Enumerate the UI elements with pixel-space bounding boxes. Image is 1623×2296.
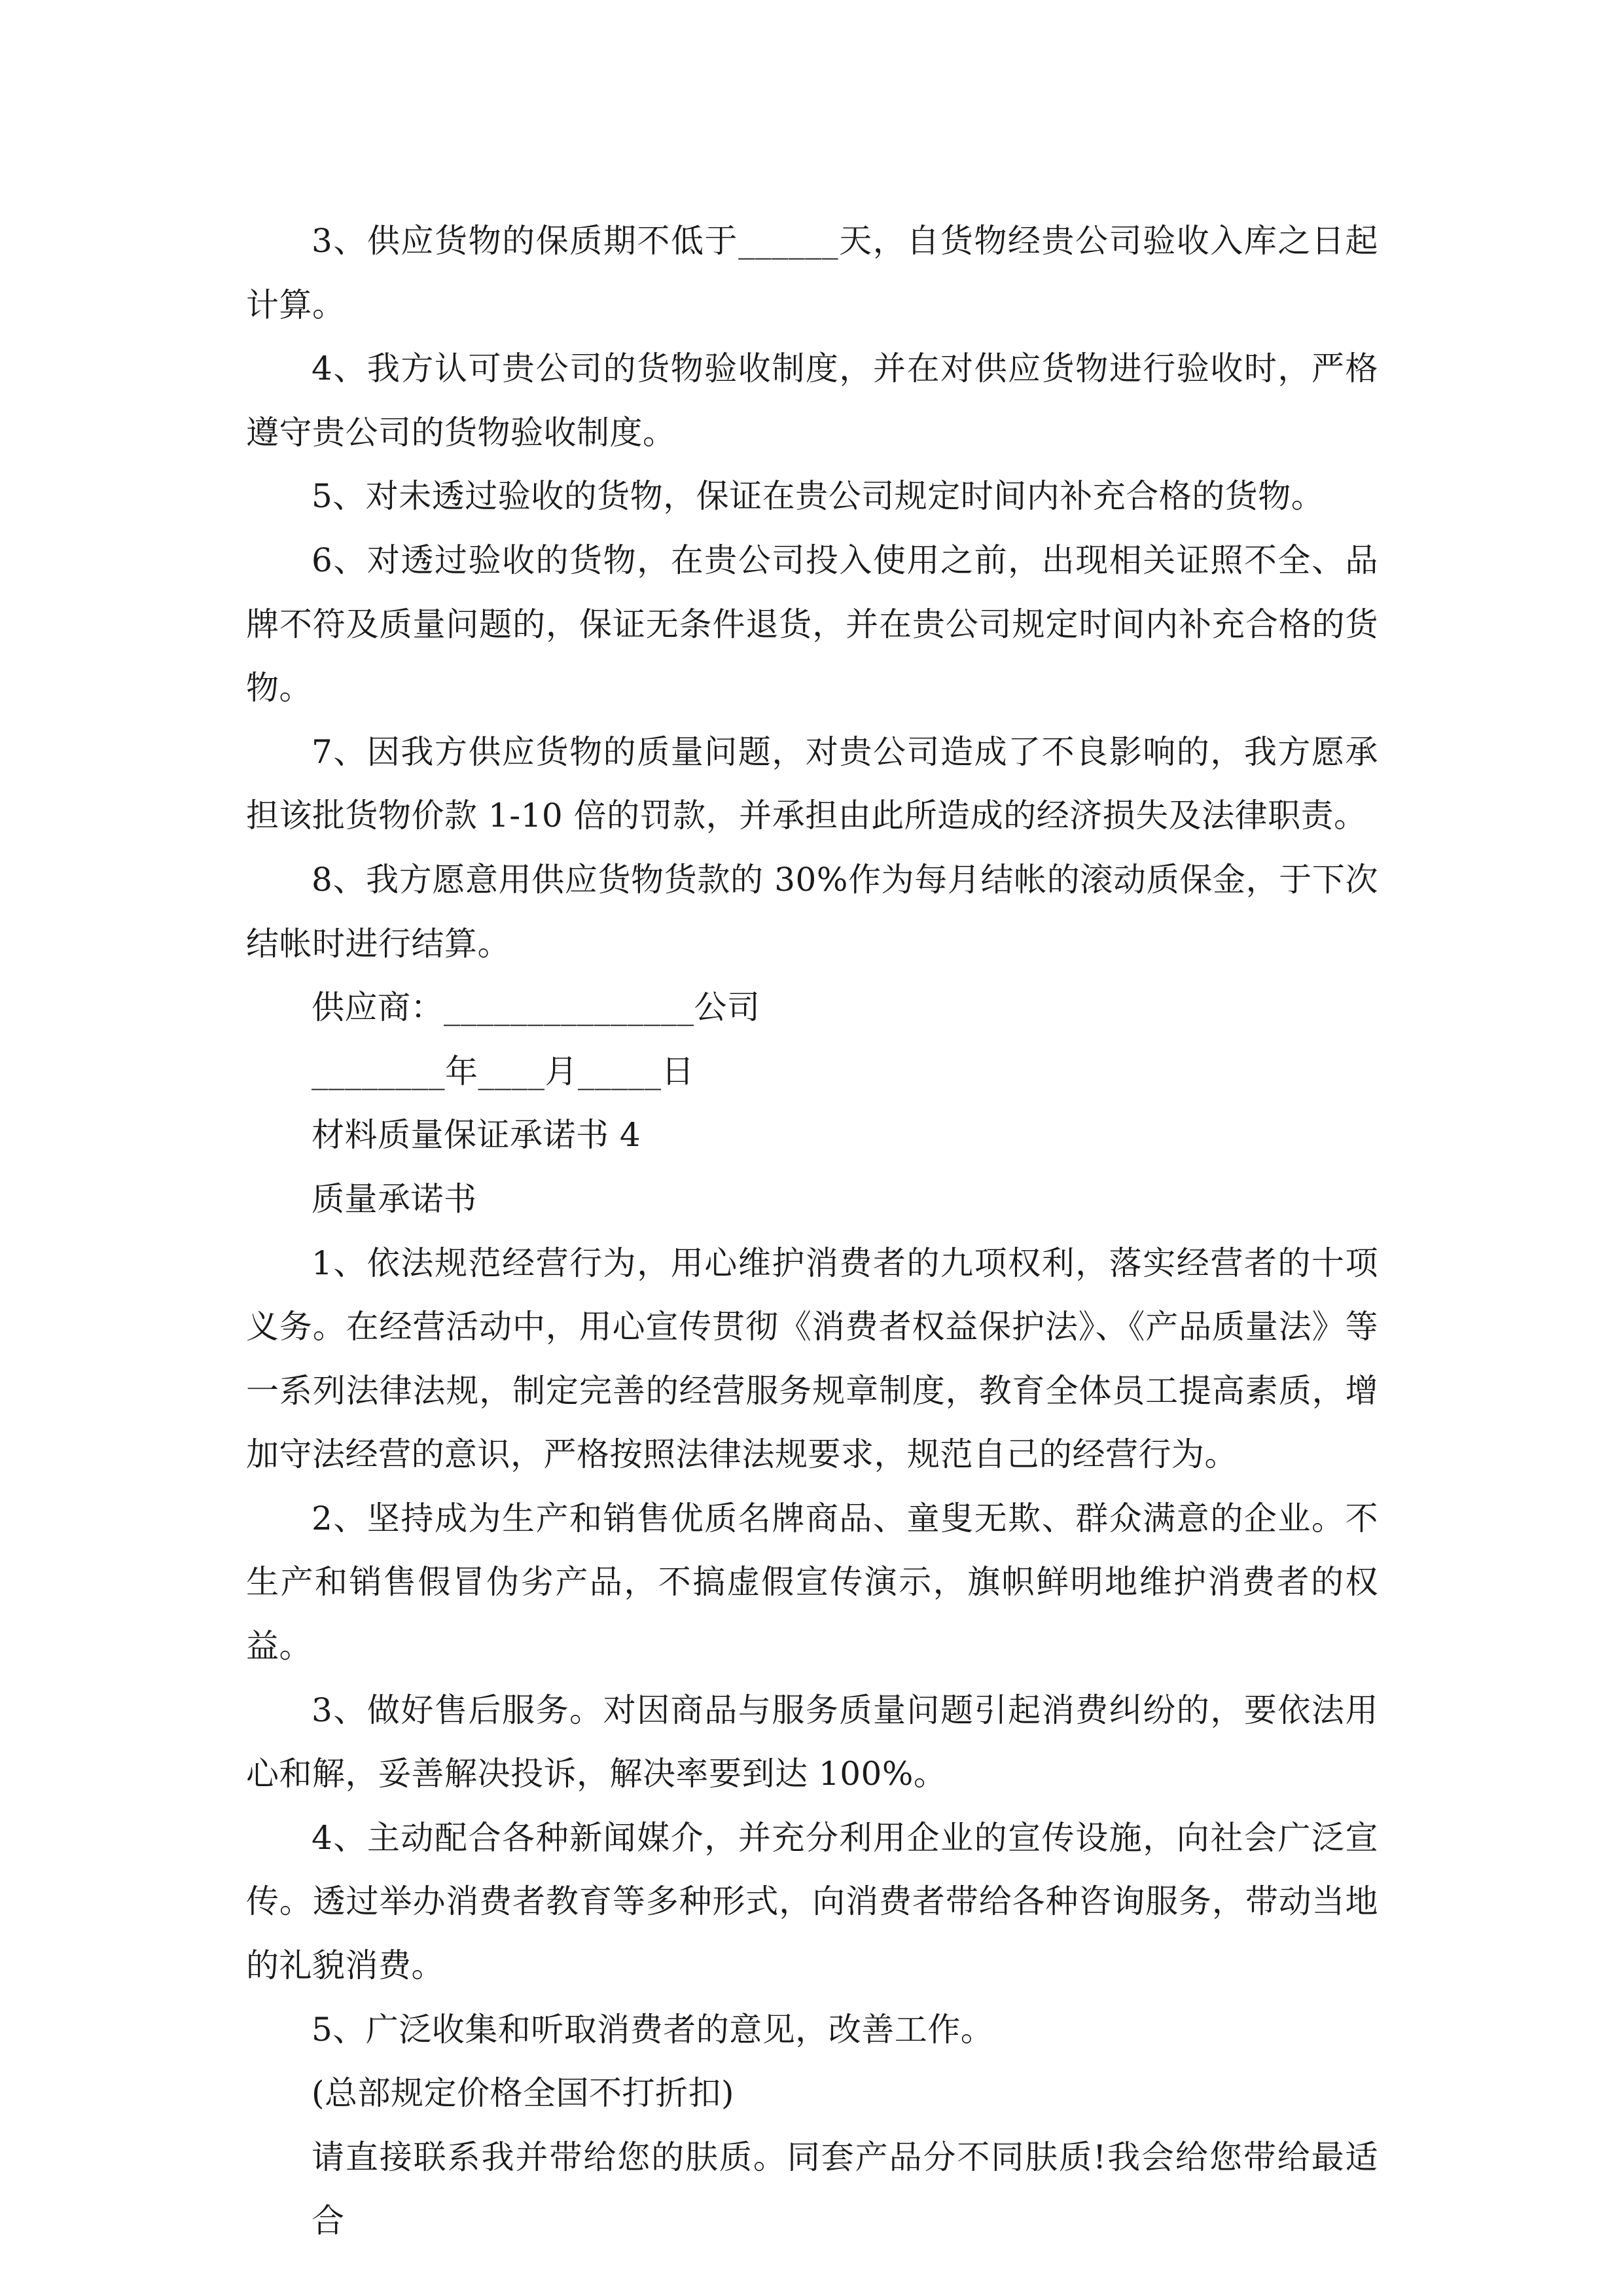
clause-3: 3、供应货物的保质期不低于______天，自货物经贵公司验收入库之日起计算。 xyxy=(246,222,1378,324)
price-note: (总部规定价格全国不打折扣) xyxy=(312,2074,735,2113)
clause-5: 5、对未透过验收的货物，保证在贵公司规定时间内补充合格的货物。 xyxy=(312,477,1325,516)
clause-7: 7、因我方供应货物的质量问题，对贵公司造成了不良影响的，我方愿承担该批货物价款 1-10 倍的罚款，并承担由此所造成的经济损失及法律职责。 xyxy=(246,732,1378,835)
section-title: 材料质量保证承诺书 4 xyxy=(312,1116,641,1155)
sub-title: 质量承诺书 xyxy=(312,1179,477,1218)
clause-4: 4、我方认可贵公司的货物验收制度，并在对供应货物进行验收时，严格遵守贵公司的货物验收制度。 xyxy=(246,350,1378,452)
clause-6: 6、对透过验收的货物，在贵公司投入使用之前，出现相关证照不全、品牌不符及质量问题的，保证无条件退货，并在贵公司规定时间内补充合格的货物。 xyxy=(246,541,1378,708)
commitment-2: 2、坚持成为生产和销售优质名牌商品、童叟无欺、群众满意的企业。不生产和销售假冒伪劣产品，不搞虚假宣传演示，旗帜鲜明地维护消费者的权益。 xyxy=(246,1499,1378,1666)
closing-text: 请直接联系我并带给您的肤质。同套产品分不同肤质!我会给您带给最适合 xyxy=(312,2138,1378,2240)
supplier-line: 供应商：_______________公司 xyxy=(312,988,760,1027)
clause-8: 8、我方愿意用供应货物货款的 30%作为每月结帐的滚动质保金，于下次结帐时进行结算。 xyxy=(246,860,1378,963)
date-line: ________年____月_____日 xyxy=(312,1052,694,1090)
commitment-5: 5、广泛收集和听取消费者的意见，改善工作。 xyxy=(312,2010,994,2049)
document-body xyxy=(246,209,1378,2253)
commitment-3: 3、做好售后服务。对因商品与服务质量问题引起消费纠纷的，要依法用心和解，妥善解决投诉，解决率要到达 100%。 xyxy=(246,1691,1378,1793)
commitment-1: 1、依法规范经营行为，用心维护消费者的九项权利，落实经营者的十项义务。在经营活动中，用心宣传贯彻《消费者权益保护法》、《产品质量法》等一系列法律法规，制定完善的经营服务规章制度，教育全体员工提高素质，增加守法经营的意识，严格按照法律法规要求，规范自己的经营行为。 xyxy=(246,1244,1378,1474)
commitment-4: 4、主动配合各种新闻媒介，并充分利用企业的宣传设施，向社会广泛宣传。透过举办消费者教育等多种形式，向消费者带给各种咨询服务，带动当地的礼貌消费。 xyxy=(246,1818,1378,1985)
